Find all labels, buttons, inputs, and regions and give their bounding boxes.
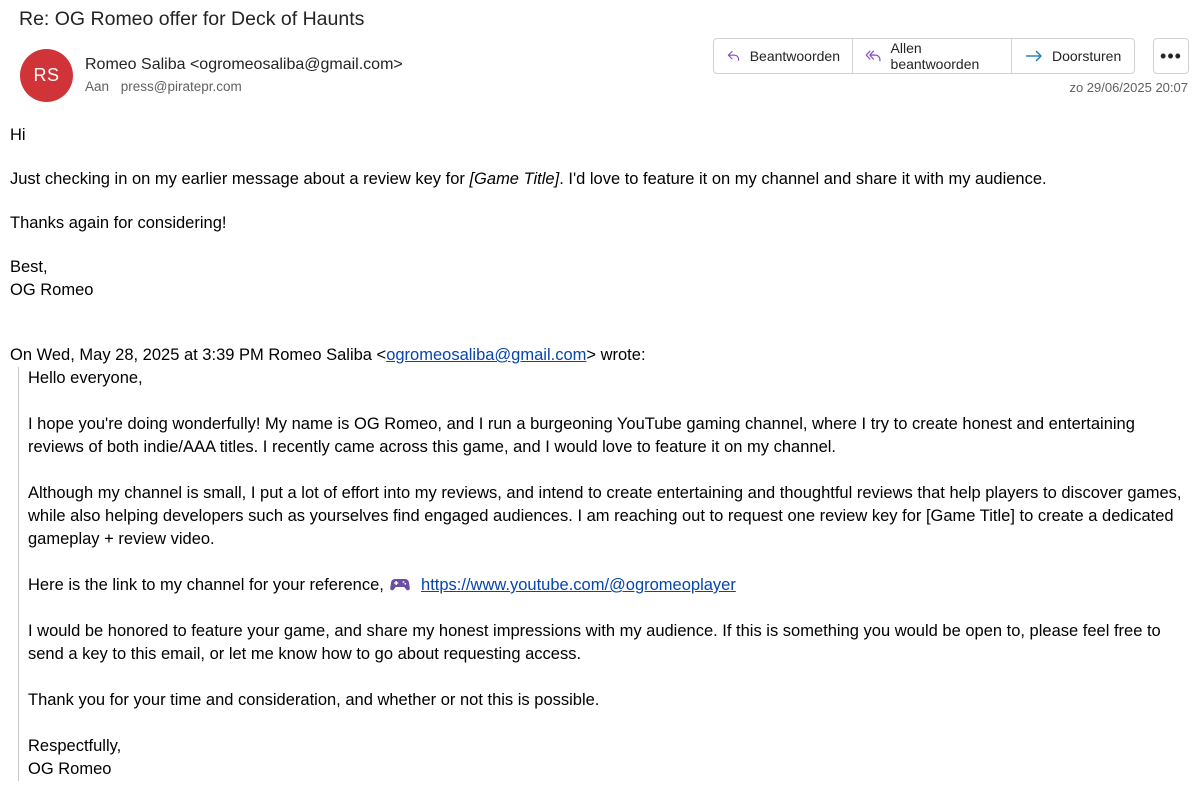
quoted-text: Here is the link to my channel for your reference,	[28, 576, 384, 594]
quoted-paragraph: Thank you for your time and consideration, and whether or not this is possible.	[28, 691, 600, 709]
quoted-paragraph: I would be honored to feature your game, and share my honest impressions with my audience. If this is something you would be open to, please feel free to send a key to this email, or let me know how to go about requesting access.	[28, 622, 1161, 663]
reply-icon	[726, 46, 742, 66]
message-body	[10, 124, 1190, 781]
quoted-signoff: Respectfully,	[28, 737, 122, 755]
quote-header	[10, 344, 1190, 367]
reply-all-label: Allen beantwoorden	[890, 40, 980, 72]
quoted-paragraph: Although my channel is small, I put a lot of effort into my reviews, and intend to create entertaining and thoughtful reviews that help players to discover games, while also helping developers such as yourselves find engaged audiences. I am reaching out to request one review key for [Game Title] to create a dedicated gameplay + review video.	[28, 484, 1182, 548]
quoted-signature: OG Romeo	[28, 760, 112, 778]
quote-header-text: On Wed, May 28, 2025 at 3:39 PM Romeo Saliba <	[10, 346, 387, 364]
game-title-placeholder: [Game Title]	[469, 170, 560, 188]
channel-link[interactable]: https://www.youtube.com/@ogromeoplayer	[421, 576, 736, 594]
quoted-message	[18, 367, 1190, 781]
forward-label: Doorsturen	[1052, 48, 1122, 64]
avatar[interactable]	[20, 49, 73, 102]
reply-text-part: . I'd love to feature it on my channel and share it with my audience.	[559, 170, 1047, 188]
recipient-line	[85, 79, 242, 94]
reply-all-icon	[865, 46, 883, 66]
recipient-address[interactable]: press@piratepr.com	[120, 79, 242, 94]
avatar-initials: RS	[33, 65, 60, 85]
quoted-paragraph: I hope you're doing wonderfully! My name is OG Romeo, and I run a burgeoning YouTube gaming channel, where I try to create honest and entertaining reviews of both indie/AAA titles. I recently came across this game, and I would love to feature it on my channel.	[28, 415, 1135, 456]
email-subject: Re: OG Romeo offer for Deck of Haunts	[19, 8, 365, 30]
to-label: Aan	[85, 79, 110, 94]
reply-button[interactable]	[713, 38, 853, 74]
reply-paragraph	[10, 168, 1190, 191]
message-date: zo 29/06/2025 20:07	[1069, 80, 1188, 95]
forward-arrow-icon	[1024, 46, 1044, 66]
message-actions	[713, 38, 1135, 74]
reply-greeting: Hi	[10, 126, 26, 144]
reply-all-button[interactable]	[853, 38, 1012, 74]
reply-text-part: Just checking in on my earlier message about a review key for	[10, 170, 470, 188]
quoted-sender-email-link[interactable]: ogromeosaliba@gmail.com	[386, 346, 587, 364]
more-actions-button[interactable]	[1153, 38, 1189, 74]
sender[interactable]: Romeo Saliba <ogromeosaliba@gmail.com>	[85, 56, 403, 73]
gamepad-icon	[390, 576, 410, 592]
reply-signoff: Best,	[10, 258, 48, 276]
forward-button[interactable]	[1012, 38, 1135, 74]
quoted-channel-line	[28, 574, 1190, 597]
more-icon: •••	[1160, 45, 1182, 66]
quoted-greeting: Hello everyone,	[28, 369, 143, 387]
reply-label: Beantwoorden	[749, 48, 840, 64]
reply-thanks: Thanks again for considering!	[10, 214, 227, 232]
quote-header-text: > wrote:	[586, 346, 646, 364]
reply-signature: OG Romeo	[10, 281, 94, 299]
